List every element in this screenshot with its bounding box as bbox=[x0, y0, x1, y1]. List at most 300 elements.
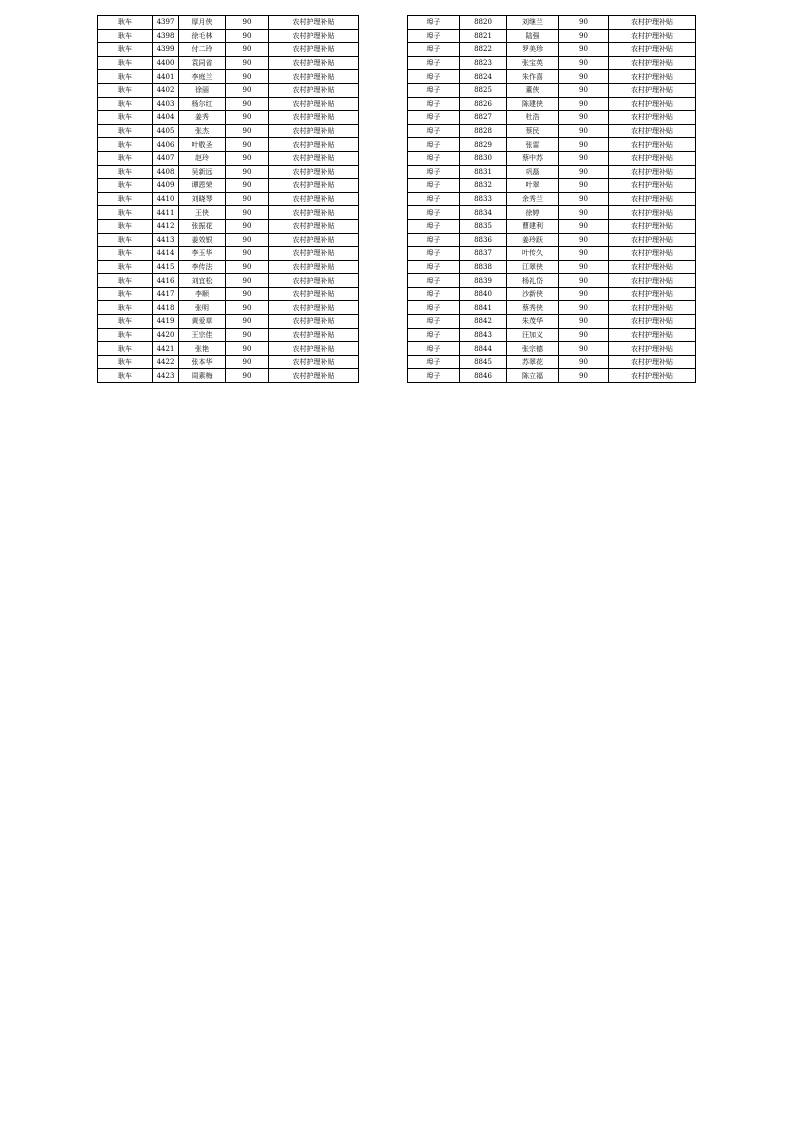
amount-cell: 90 bbox=[559, 342, 609, 356]
subsidy-type-cell: 农村护理补贴 bbox=[269, 138, 359, 152]
subsidy-type-cell: 农村护理补贴 bbox=[269, 287, 359, 301]
serial-number-cell: 8832 bbox=[460, 179, 507, 193]
name-cell: 苏翠花 bbox=[507, 355, 559, 369]
amount-cell: 90 bbox=[226, 97, 269, 111]
table-row bbox=[408, 342, 696, 356]
table-row bbox=[408, 16, 696, 30]
serial-number-cell: 8838 bbox=[460, 260, 507, 274]
town-cell: 耿车 bbox=[98, 315, 153, 329]
serial-number-cell: 4403 bbox=[153, 97, 179, 111]
table-row bbox=[408, 247, 696, 261]
serial-number-cell: 8836 bbox=[460, 233, 507, 247]
name-cell: 李庭兰 bbox=[179, 70, 226, 84]
town-cell: 耿车 bbox=[98, 369, 153, 383]
amount-cell: 90 bbox=[559, 165, 609, 179]
town-cell: 耿车 bbox=[98, 43, 153, 57]
serial-number-cell: 8841 bbox=[460, 301, 507, 315]
town-cell: 耿车 bbox=[98, 124, 153, 138]
name-cell: 叶传久 bbox=[507, 247, 559, 261]
amount-cell: 90 bbox=[226, 287, 269, 301]
name-cell: 刘宜松 bbox=[179, 274, 226, 288]
name-cell: 吴新远 bbox=[179, 165, 226, 179]
subsidy-type-cell: 农村护理补贴 bbox=[609, 192, 696, 206]
table-row bbox=[98, 369, 359, 383]
name-cell: 蔡中苏 bbox=[507, 151, 559, 165]
name-cell: 张杰 bbox=[179, 124, 226, 138]
subsidy-type-cell: 农村护理补贴 bbox=[609, 301, 696, 315]
serial-number-cell: 4421 bbox=[153, 342, 179, 356]
subsidy-type-cell: 农村护理补贴 bbox=[269, 206, 359, 220]
town-cell: 埠子 bbox=[408, 151, 460, 165]
subsidy-type-cell: 农村护理补贴 bbox=[269, 233, 359, 247]
table-row bbox=[98, 328, 359, 342]
name-cell: 李玉华 bbox=[179, 247, 226, 261]
table-row bbox=[408, 179, 696, 193]
serial-number-cell: 4417 bbox=[153, 287, 179, 301]
name-cell: 徐婷 bbox=[507, 206, 559, 220]
serial-number-cell: 4404 bbox=[153, 111, 179, 125]
amount-cell: 90 bbox=[559, 219, 609, 233]
amount-cell: 90 bbox=[559, 83, 609, 97]
serial-number-cell: 4408 bbox=[153, 165, 179, 179]
town-cell: 耿车 bbox=[98, 192, 153, 206]
subsidy-type-cell: 农村护理补贴 bbox=[609, 274, 696, 288]
table-row bbox=[98, 219, 359, 233]
table-row bbox=[408, 369, 696, 383]
subsidy-type-cell: 农村护理补贴 bbox=[609, 219, 696, 233]
serial-number-cell: 4410 bbox=[153, 192, 179, 206]
amount-cell: 90 bbox=[559, 70, 609, 84]
name-cell: 陈建侠 bbox=[507, 97, 559, 111]
name-cell: 张宗德 bbox=[507, 342, 559, 356]
town-cell: 耿车 bbox=[98, 301, 153, 315]
amount-cell: 90 bbox=[559, 16, 609, 30]
town-cell: 耿车 bbox=[98, 16, 153, 30]
amount-cell: 90 bbox=[226, 111, 269, 125]
name-cell: 张本华 bbox=[179, 355, 226, 369]
subsidy-type-cell: 农村护理补贴 bbox=[269, 247, 359, 261]
subsidy-type-cell: 农村护理补贴 bbox=[609, 111, 696, 125]
amount-cell: 90 bbox=[226, 233, 269, 247]
name-cell: 罗美珍 bbox=[507, 43, 559, 57]
name-cell: 杨礼岱 bbox=[507, 274, 559, 288]
amount-cell: 90 bbox=[226, 260, 269, 274]
serial-number-cell: 4423 bbox=[153, 369, 179, 383]
name-cell: 余秀兰 bbox=[507, 192, 559, 206]
table-row bbox=[408, 233, 696, 247]
town-cell: 埠子 bbox=[408, 342, 460, 356]
amount-cell: 90 bbox=[226, 70, 269, 84]
name-cell: 谭恩荣 bbox=[179, 179, 226, 193]
name-cell: 江翠侠 bbox=[507, 260, 559, 274]
name-cell: 刘继兰 bbox=[507, 16, 559, 30]
subsidy-type-cell: 农村护理补贴 bbox=[269, 315, 359, 329]
name-cell: 张雷 bbox=[507, 138, 559, 152]
amount-cell: 90 bbox=[559, 124, 609, 138]
subsidy-type-cell: 农村护理补贴 bbox=[609, 233, 696, 247]
town-cell: 埠子 bbox=[408, 315, 460, 329]
serial-number-cell: 4419 bbox=[153, 315, 179, 329]
subsidy-type-cell: 农村护理补贴 bbox=[609, 165, 696, 179]
subsidy-type-cell: 农村护理补贴 bbox=[269, 274, 359, 288]
table-row bbox=[98, 342, 359, 356]
name-cell: 巩磊 bbox=[507, 165, 559, 179]
town-cell: 埠子 bbox=[408, 138, 460, 152]
amount-cell: 90 bbox=[226, 206, 269, 220]
table-body-left bbox=[98, 16, 359, 383]
name-cell: 黄爱草 bbox=[179, 315, 226, 329]
table-row bbox=[98, 70, 359, 84]
serial-number-cell: 8842 bbox=[460, 315, 507, 329]
name-cell: 王侠 bbox=[179, 206, 226, 220]
name-cell: 刘晓琴 bbox=[179, 192, 226, 206]
town-cell: 耿车 bbox=[98, 179, 153, 193]
table-row bbox=[98, 83, 359, 97]
serial-number-cell: 4405 bbox=[153, 124, 179, 138]
table-row bbox=[408, 301, 696, 315]
amount-cell: 90 bbox=[226, 179, 269, 193]
subsidy-type-cell: 农村护理补贴 bbox=[609, 83, 696, 97]
town-cell: 埠子 bbox=[408, 274, 460, 288]
table-row bbox=[98, 151, 359, 165]
table-row bbox=[408, 138, 696, 152]
subsidy-type-cell: 农村护理补贴 bbox=[269, 29, 359, 43]
subsidy-type-cell: 农村护理补贴 bbox=[609, 138, 696, 152]
town-cell: 耿车 bbox=[98, 70, 153, 84]
serial-number-cell: 8821 bbox=[460, 29, 507, 43]
town-cell: 埠子 bbox=[408, 124, 460, 138]
subsidy-table-left bbox=[97, 15, 359, 383]
subsidy-type-cell: 农村护理补贴 bbox=[609, 342, 696, 356]
serial-number-cell: 8826 bbox=[460, 97, 507, 111]
town-cell: 埠子 bbox=[408, 369, 460, 383]
table-row bbox=[408, 206, 696, 220]
subsidy-type-cell: 农村护理补贴 bbox=[269, 43, 359, 57]
name-cell: 朱作喜 bbox=[507, 70, 559, 84]
amount-cell: 90 bbox=[226, 274, 269, 288]
amount-cell: 90 bbox=[226, 43, 269, 57]
subsidy-type-cell: 农村护理补贴 bbox=[609, 16, 696, 30]
serial-number-cell: 4402 bbox=[153, 83, 179, 97]
table-row bbox=[98, 192, 359, 206]
name-cell: 徐丽 bbox=[179, 83, 226, 97]
serial-number-cell: 4418 bbox=[153, 301, 179, 315]
amount-cell: 90 bbox=[226, 83, 269, 97]
amount-cell: 90 bbox=[226, 219, 269, 233]
name-cell: 曹建利 bbox=[507, 219, 559, 233]
table-row bbox=[408, 315, 696, 329]
table-row bbox=[408, 192, 696, 206]
name-cell: 蔡秀侠 bbox=[507, 301, 559, 315]
serial-number-cell: 4422 bbox=[153, 355, 179, 369]
name-cell: 袁同省 bbox=[179, 56, 226, 70]
subsidy-type-cell: 农村护理补贴 bbox=[269, 56, 359, 70]
table-row bbox=[98, 16, 359, 30]
serial-number-cell: 8839 bbox=[460, 274, 507, 288]
name-cell: 叶敬圣 bbox=[179, 138, 226, 152]
name-cell: 汪加义 bbox=[507, 328, 559, 342]
amount-cell: 90 bbox=[559, 206, 609, 220]
amount-cell: 90 bbox=[226, 328, 269, 342]
amount-cell: 90 bbox=[226, 56, 269, 70]
town-cell: 耿车 bbox=[98, 56, 153, 70]
subsidy-type-cell: 农村护理补贴 bbox=[269, 124, 359, 138]
serial-number-cell: 8846 bbox=[460, 369, 507, 383]
serial-number-cell: 8822 bbox=[460, 43, 507, 57]
subsidy-type-cell: 农村护理补贴 bbox=[609, 206, 696, 220]
town-cell: 耿车 bbox=[98, 138, 153, 152]
serial-number-cell: 8828 bbox=[460, 124, 507, 138]
name-cell: 王宗佳 bbox=[179, 328, 226, 342]
table-row bbox=[408, 97, 696, 111]
subsidy-type-cell: 农村护理补贴 bbox=[269, 151, 359, 165]
table-row bbox=[408, 165, 696, 179]
serial-number-cell: 8820 bbox=[460, 16, 507, 30]
table-row bbox=[98, 29, 359, 43]
serial-number-cell: 4397 bbox=[153, 16, 179, 30]
name-cell: 沙新侠 bbox=[507, 287, 559, 301]
town-cell: 埠子 bbox=[408, 165, 460, 179]
subsidy-type-cell: 农村护理补贴 bbox=[609, 369, 696, 383]
serial-number-cell: 4416 bbox=[153, 274, 179, 288]
table-row bbox=[98, 179, 359, 193]
town-cell: 埠子 bbox=[408, 192, 460, 206]
amount-cell: 90 bbox=[559, 29, 609, 43]
town-cell: 埠子 bbox=[408, 287, 460, 301]
town-cell: 埠子 bbox=[408, 219, 460, 233]
table-row bbox=[98, 97, 359, 111]
town-cell: 埠子 bbox=[408, 111, 460, 125]
town-cell: 埠子 bbox=[408, 355, 460, 369]
town-cell: 耿车 bbox=[98, 247, 153, 261]
subsidy-type-cell: 农村护理补贴 bbox=[269, 301, 359, 315]
name-cell: 李顺 bbox=[179, 287, 226, 301]
table-row bbox=[408, 151, 696, 165]
serial-number-cell: 4407 bbox=[153, 151, 179, 165]
amount-cell: 90 bbox=[559, 97, 609, 111]
town-cell: 耿车 bbox=[98, 233, 153, 247]
serial-number-cell: 4400 bbox=[153, 56, 179, 70]
serial-number-cell: 8831 bbox=[460, 165, 507, 179]
town-cell: 耿车 bbox=[98, 165, 153, 179]
table-body-right bbox=[408, 16, 696, 383]
table-row bbox=[98, 301, 359, 315]
subsidy-type-cell: 农村护理补贴 bbox=[609, 97, 696, 111]
serial-number-cell: 8824 bbox=[460, 70, 507, 84]
amount-cell: 90 bbox=[559, 315, 609, 329]
serial-number-cell: 4420 bbox=[153, 328, 179, 342]
subsidy-type-cell: 农村护理补贴 bbox=[269, 111, 359, 125]
serial-number-cell: 4401 bbox=[153, 70, 179, 84]
amount-cell: 90 bbox=[559, 287, 609, 301]
subsidy-type-cell: 农村护理补贴 bbox=[269, 165, 359, 179]
amount-cell: 90 bbox=[226, 342, 269, 356]
subsidy-type-cell: 农村护理补贴 bbox=[609, 124, 696, 138]
amount-cell: 90 bbox=[226, 315, 269, 329]
town-cell: 埠子 bbox=[408, 206, 460, 220]
serial-number-cell: 8829 bbox=[460, 138, 507, 152]
table-row bbox=[98, 206, 359, 220]
town-cell: 埠子 bbox=[408, 29, 460, 43]
name-cell: 陆强 bbox=[507, 29, 559, 43]
name-cell: 周素梅 bbox=[179, 369, 226, 383]
serial-number-cell: 8825 bbox=[460, 83, 507, 97]
town-cell: 耿车 bbox=[98, 287, 153, 301]
table-row bbox=[408, 111, 696, 125]
town-cell: 埠子 bbox=[408, 233, 460, 247]
name-cell: 叶翠 bbox=[507, 179, 559, 193]
amount-cell: 90 bbox=[226, 29, 269, 43]
town-cell: 埠子 bbox=[408, 43, 460, 57]
table-row bbox=[98, 124, 359, 138]
name-cell: 杨尔红 bbox=[179, 97, 226, 111]
name-cell: 姜玲跃 bbox=[507, 233, 559, 247]
table-row bbox=[408, 43, 696, 57]
serial-number-cell: 4399 bbox=[153, 43, 179, 57]
amount-cell: 90 bbox=[226, 192, 269, 206]
subsidy-type-cell: 农村护理补贴 bbox=[269, 16, 359, 30]
town-cell: 耿车 bbox=[98, 219, 153, 233]
subsidy-type-cell: 农村护理补贴 bbox=[269, 179, 359, 193]
amount-cell: 90 bbox=[559, 192, 609, 206]
name-cell: 厚月侠 bbox=[179, 16, 226, 30]
amount-cell: 90 bbox=[559, 111, 609, 125]
subsidy-type-cell: 农村护理补贴 bbox=[609, 179, 696, 193]
amount-cell: 90 bbox=[559, 138, 609, 152]
name-cell: 董侠 bbox=[507, 83, 559, 97]
town-cell: 耿车 bbox=[98, 260, 153, 274]
town-cell: 耿车 bbox=[98, 97, 153, 111]
amount-cell: 90 bbox=[226, 138, 269, 152]
serial-number-cell: 8835 bbox=[460, 219, 507, 233]
name-cell: 赵玲 bbox=[179, 151, 226, 165]
table-row bbox=[98, 233, 359, 247]
amount-cell: 90 bbox=[226, 301, 269, 315]
town-cell: 埠子 bbox=[408, 301, 460, 315]
town-cell: 埠子 bbox=[408, 260, 460, 274]
subsidy-type-cell: 农村护理补贴 bbox=[609, 56, 696, 70]
town-cell: 耿车 bbox=[98, 328, 153, 342]
town-cell: 耿车 bbox=[98, 29, 153, 43]
name-cell: 姜秀 bbox=[179, 111, 226, 125]
amount-cell: 90 bbox=[226, 124, 269, 138]
serial-number-cell: 4415 bbox=[153, 260, 179, 274]
serial-number-cell: 8843 bbox=[460, 328, 507, 342]
subsidy-type-cell: 农村护理补贴 bbox=[609, 260, 696, 274]
serial-number-cell: 8844 bbox=[460, 342, 507, 356]
town-cell: 耿车 bbox=[98, 206, 153, 220]
table-row bbox=[408, 287, 696, 301]
subsidy-type-cell: 农村护理补贴 bbox=[609, 315, 696, 329]
subsidy-type-cell: 农村护理补贴 bbox=[269, 328, 359, 342]
name-cell: 蔡民 bbox=[507, 124, 559, 138]
serial-number-cell: 4411 bbox=[153, 206, 179, 220]
town-cell: 耿车 bbox=[98, 355, 153, 369]
serial-number-cell: 8823 bbox=[460, 56, 507, 70]
table-row bbox=[98, 111, 359, 125]
amount-cell: 90 bbox=[559, 179, 609, 193]
amount-cell: 90 bbox=[559, 328, 609, 342]
subsidy-type-cell: 农村护理补贴 bbox=[269, 97, 359, 111]
subsidy-type-cell: 农村护理补贴 bbox=[609, 151, 696, 165]
subsidy-type-cell: 农村护理补贴 bbox=[269, 342, 359, 356]
subsidy-type-cell: 农村护理补贴 bbox=[609, 43, 696, 57]
table-row bbox=[408, 260, 696, 274]
town-cell: 埠子 bbox=[408, 97, 460, 111]
amount-cell: 90 bbox=[226, 16, 269, 30]
table-row bbox=[98, 274, 359, 288]
table-row bbox=[408, 29, 696, 43]
town-cell: 埠子 bbox=[408, 179, 460, 193]
amount-cell: 90 bbox=[559, 274, 609, 288]
table-row bbox=[408, 70, 696, 84]
town-cell: 埠子 bbox=[408, 70, 460, 84]
table-row bbox=[408, 56, 696, 70]
subsidy-type-cell: 农村护理补贴 bbox=[609, 328, 696, 342]
name-cell: 张振花 bbox=[179, 219, 226, 233]
subsidy-type-cell: 农村护理补贴 bbox=[269, 260, 359, 274]
table-row bbox=[408, 219, 696, 233]
amount-cell: 90 bbox=[226, 165, 269, 179]
table-row bbox=[98, 165, 359, 179]
serial-number-cell: 8840 bbox=[460, 287, 507, 301]
town-cell: 耿车 bbox=[98, 151, 153, 165]
serial-number-cell: 4414 bbox=[153, 247, 179, 261]
serial-number-cell: 4413 bbox=[153, 233, 179, 247]
name-cell: 张宝英 bbox=[507, 56, 559, 70]
serial-number-cell: 8837 bbox=[460, 247, 507, 261]
amount-cell: 90 bbox=[559, 151, 609, 165]
town-cell: 埠子 bbox=[408, 247, 460, 261]
serial-number-cell: 8833 bbox=[460, 192, 507, 206]
name-cell: 杜浩 bbox=[507, 111, 559, 125]
subsidy-table-right bbox=[407, 15, 696, 383]
name-cell: 朱茂华 bbox=[507, 315, 559, 329]
town-cell: 埠子 bbox=[408, 56, 460, 70]
serial-number-cell: 8845 bbox=[460, 355, 507, 369]
amount-cell: 90 bbox=[559, 260, 609, 274]
subsidy-type-cell: 农村护理补贴 bbox=[269, 219, 359, 233]
name-cell: 陈立福 bbox=[507, 369, 559, 383]
serial-number-cell: 8830 bbox=[460, 151, 507, 165]
amount-cell: 90 bbox=[226, 247, 269, 261]
table-row bbox=[98, 247, 359, 261]
table-row bbox=[98, 43, 359, 57]
table-row bbox=[98, 56, 359, 70]
amount-cell: 90 bbox=[226, 369, 269, 383]
table-row bbox=[98, 138, 359, 152]
table-row bbox=[98, 315, 359, 329]
serial-number-cell: 4409 bbox=[153, 179, 179, 193]
serial-number-cell: 4406 bbox=[153, 138, 179, 152]
subsidy-type-cell: 农村护理补贴 bbox=[269, 70, 359, 84]
town-cell: 埠子 bbox=[408, 16, 460, 30]
table-row bbox=[408, 328, 696, 342]
amount-cell: 90 bbox=[559, 43, 609, 57]
serial-number-cell: 8834 bbox=[460, 206, 507, 220]
subsidy-type-cell: 农村护理补贴 bbox=[609, 29, 696, 43]
town-cell: 埠子 bbox=[408, 83, 460, 97]
name-cell: 付二玲 bbox=[179, 43, 226, 57]
name-cell: 姜效银 bbox=[179, 233, 226, 247]
serial-number-cell: 8827 bbox=[460, 111, 507, 125]
amount-cell: 90 bbox=[226, 355, 269, 369]
name-cell: 徐毛林 bbox=[179, 29, 226, 43]
amount-cell: 90 bbox=[559, 247, 609, 261]
town-cell: 耿车 bbox=[98, 83, 153, 97]
table-row bbox=[98, 287, 359, 301]
serial-number-cell: 4398 bbox=[153, 29, 179, 43]
